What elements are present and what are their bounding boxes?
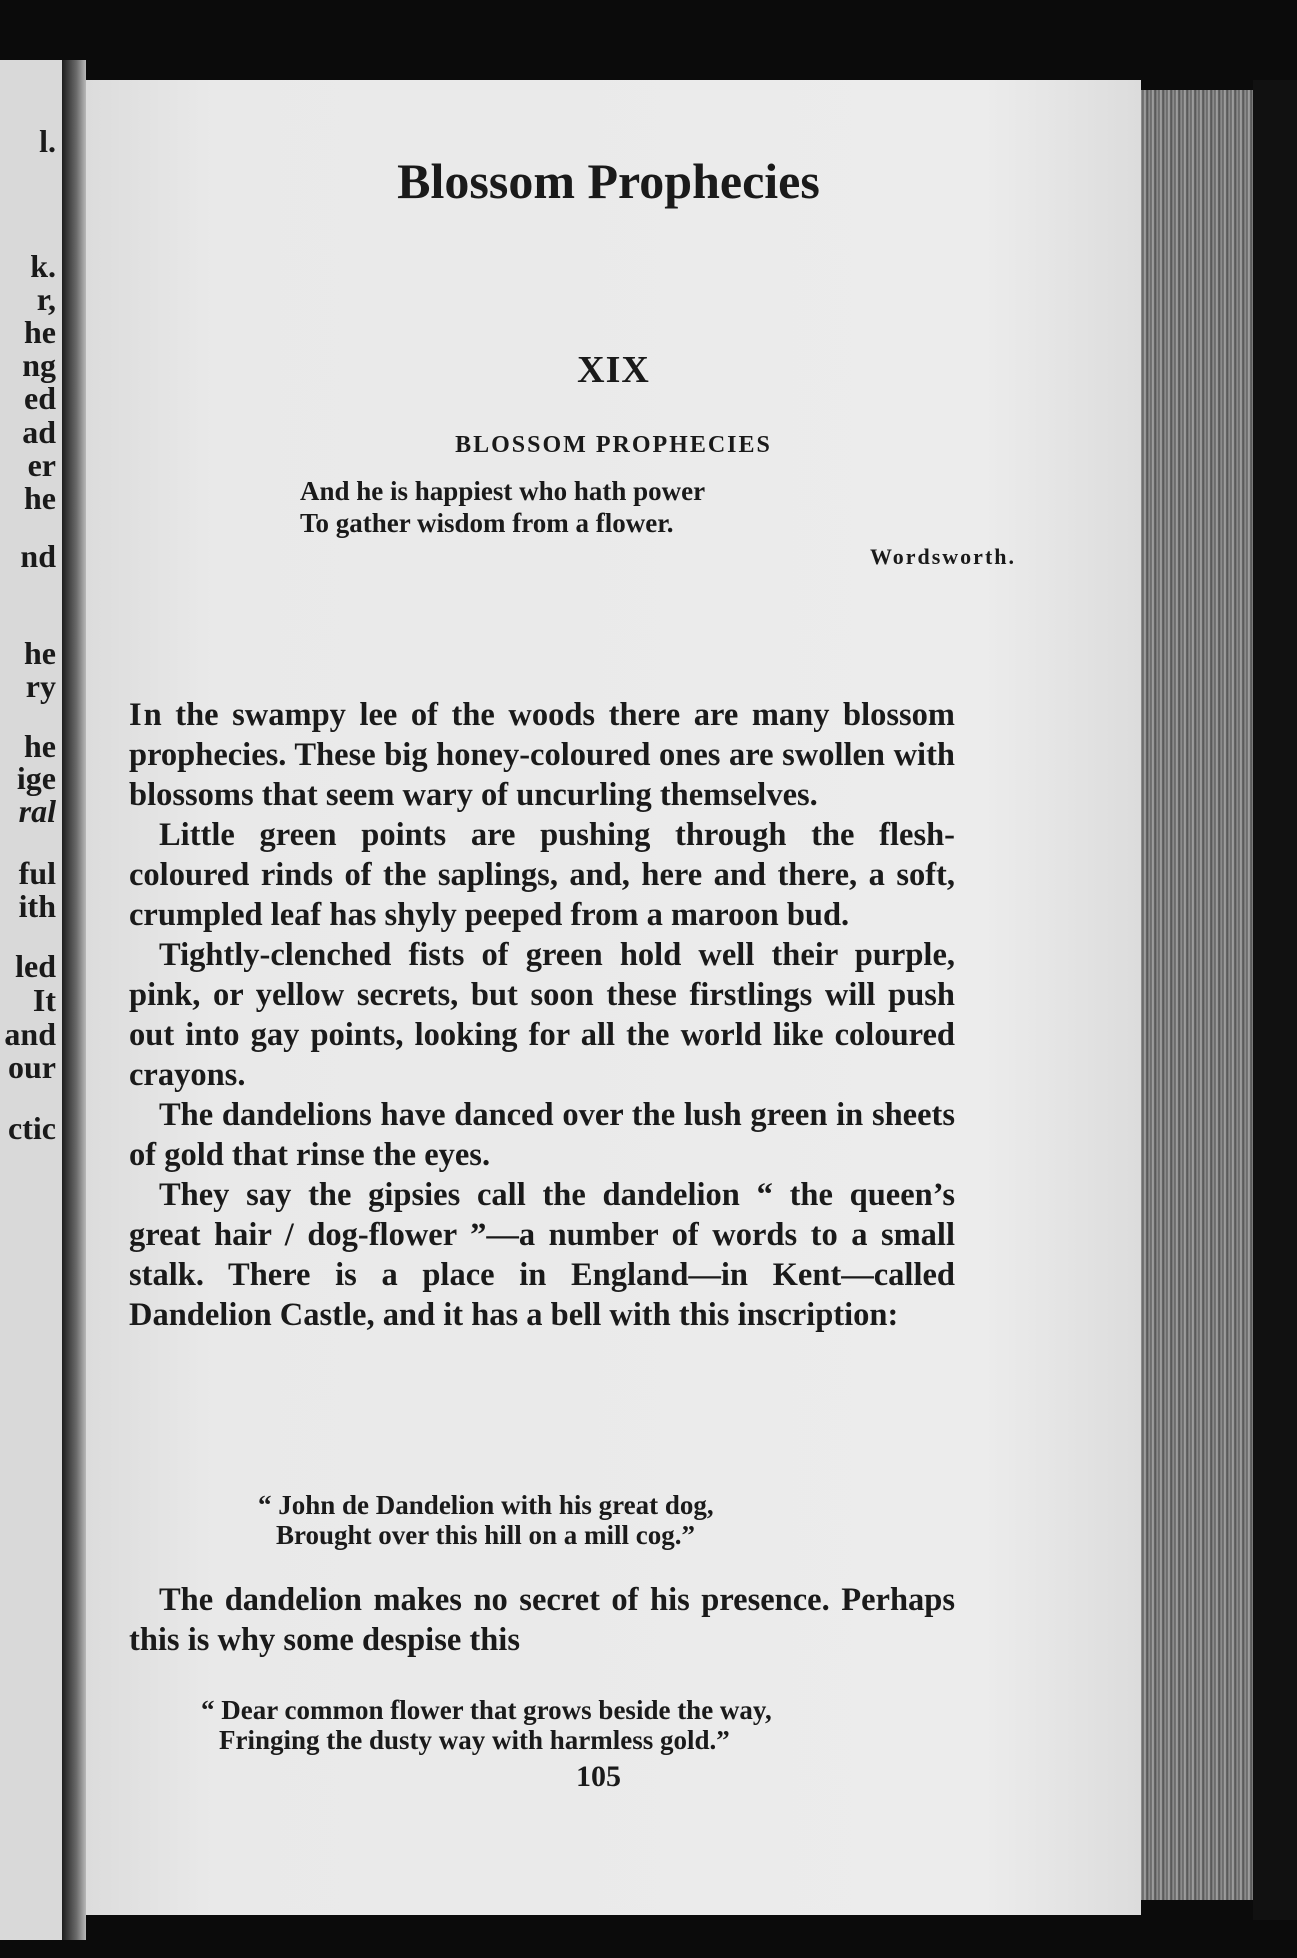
epigraph-attribution: Wordsworth.	[869, 544, 1016, 569]
chapter-body-continued	[129, 1580, 955, 1660]
verse-line: “ Dear common flower that grows beside the way,	[201, 1695, 772, 1725]
verse-line: Fringing the dusty way with harmless gold.”	[219, 1725, 730, 1755]
previous-page-fragment: led	[15, 948, 56, 984]
inscription-verse	[258, 1490, 818, 1550]
previous-page-fragment: It	[32, 982, 56, 1018]
paragraph: The dandelions have danced over the lush green in sheets of gold that rinse the eyes.	[129, 1097, 955, 1173]
paragraph: Little green points are pushing through the flesh-coloured rinds of the saplings, and, here and there, a soft, crumpled leaf has shyly peeped from a maroon bud.	[129, 817, 955, 933]
previous-page-fragment: er	[27, 447, 56, 483]
epigraph	[300, 475, 1016, 573]
paragraph: The dandelion makes no secret of his presence. Perhaps this is why some despise this	[129, 1582, 955, 1658]
book-cover-edge	[1253, 80, 1297, 1920]
epigraph-line: To gather wisdom from a flower.	[300, 508, 674, 538]
previous-page-fragment: ng	[22, 347, 56, 383]
paragraph: Tightly-clenched fists of green hold well their purple, pink, or yellow secrets, but soon these firstlings will push out into gay points, looking for all the world like coloured crayons.	[129, 937, 955, 1093]
page-edges	[1141, 90, 1253, 1900]
quoted-verse	[201, 1695, 901, 1755]
previous-page-fragment: ry	[25, 668, 56, 704]
previous-page-fragment: ige	[16, 760, 56, 796]
previous-page-fragment: our	[8, 1049, 56, 1085]
book-page	[86, 80, 1141, 1915]
previous-page-fragment: ith	[18, 888, 56, 924]
previous-page-fragment: ful	[18, 855, 56, 891]
page-number: 105	[576, 1760, 621, 1793]
previous-page-fragment: ed	[24, 380, 56, 416]
previous-page-fragment: and	[4, 1016, 56, 1052]
previous-page-fragment: nd	[20, 538, 56, 574]
running-head: Blossom Prophecies	[397, 153, 820, 209]
book-gutter	[62, 60, 86, 1940]
verse-line: Brought over this hill on a mill cog.”	[276, 1520, 696, 1550]
previous-page-fragment: ral	[18, 793, 56, 829]
verse-line: “ John de Dandelion with his great dog,	[258, 1490, 714, 1520]
chapter-body	[129, 695, 955, 1335]
previous-page-edge	[0, 60, 62, 1940]
previous-page-fragment: l.	[39, 123, 56, 159]
paragraph: They say the gipsies call the dandelion “ the queen’s great hair / dog-flower ”—a number of words to a small stalk. There is a place in England—in Kent—called Dandelion Castle, and it has a bell with this inscription:	[129, 1177, 955, 1333]
previous-page-fragment: ctic	[8, 1110, 56, 1146]
previous-page-fragment: k.	[30, 248, 56, 284]
previous-page-fragment: he	[24, 728, 56, 764]
chapter-title: BLOSSOM PROPHECIES	[455, 432, 772, 458]
previous-page-fragment: he	[24, 314, 56, 350]
previous-page-fragment: ad	[22, 414, 56, 450]
previous-page-fragment: he	[24, 480, 56, 516]
paragraph: In the swampy lee of the woods there are many blossom prophecies. These big honey-coloured ones are swollen with blossoms that seem wary of uncurling themselves.	[129, 697, 955, 813]
previous-page-fragment: he	[24, 635, 56, 671]
chapter-number: XIX	[577, 349, 650, 391]
epigraph-line: And he is happiest who hath power	[300, 476, 706, 506]
previous-page-fragment: r,	[36, 281, 56, 317]
